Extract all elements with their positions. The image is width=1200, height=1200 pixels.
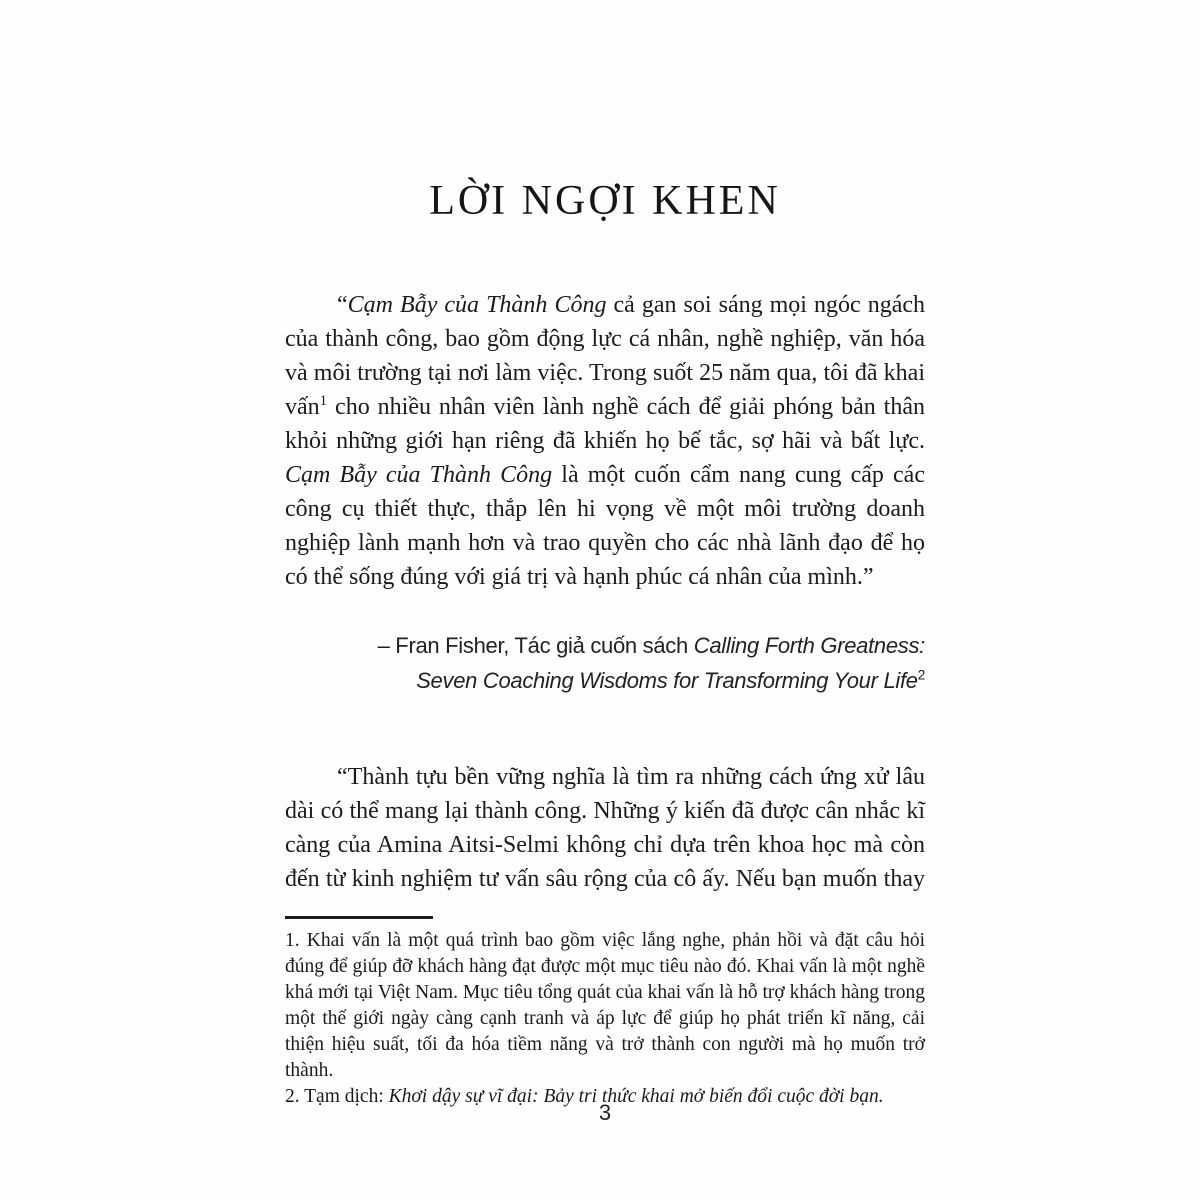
footnote-ref-2: 2 (917, 667, 925, 683)
attribution-book-title-line2: Seven Coaching Wisdoms for Transforming Your Life (416, 668, 918, 693)
testimonial-quote-2 (285, 760, 925, 896)
attribution-fran-fisher (285, 628, 925, 698)
attribution-author: – Fran Fisher, Tác giả cuốn sách (377, 633, 694, 658)
page-number: 3 (598, 1100, 612, 1125)
page-title: LỜI NGỢI KHEN (429, 178, 781, 224)
quote-text-part-3: là một cuốn cẩm nang cung cấp các công cụ thiết thực, thắp lên hi vọng về một môi trường doanh nghiệp lành mạnh hơn và trao quyền cho các nhà lãnh đạo để họ có thể sống đúng với giá trị và hạnh phúc cá nhân của mình.” (285, 462, 925, 590)
footnotes-block (285, 928, 925, 1110)
footnote-ref-1: 1 (319, 393, 328, 409)
attribution-book-title-line1: Calling Forth Greatness: (693, 633, 925, 658)
quote-2-text: “Thành tựu bền vững nghĩa là tìm ra những cách ứng xử lâu dài có thể mang lại thành công. Những ý kiến đã được cân nhắc kĩ càng của Amina Aitsi-Selmi không chỉ dựa trên khoa học mà còn đến từ kinh nghiệm tư vấn sâu rộng của cô ấy. Nếu bạn muốn thay (285, 764, 925, 892)
footnote-2-book-title: Khơi dậy sự vĩ đại: Bảy tri thức khai mở biến đổi cuộc đời bạn. (388, 1086, 884, 1107)
footnote-divider (285, 916, 433, 919)
testimonial-quote-1 (285, 288, 925, 594)
footnote-2-label: 2. Tạm dịch: (285, 1086, 389, 1107)
open-quote: “ (337, 292, 348, 318)
footnote-1 (285, 928, 925, 1084)
book-title-vietnamese-repeat: Cạm Bẫy của Thành Công (285, 462, 553, 488)
book-title-vietnamese: Cạm Bẫy của Thành Công (347, 292, 607, 318)
footnote-1-text: 1. Khai vấn là một quá trình bao gồm việc lắng nghe, phản hồi và đặt câu hỏi đúng để giúp đỡ khách hàng đạt được một mục tiêu nào đó. Khai vấn là một nghề khá mới tại Việt Nam. Mục tiêu tổng quát của khai vấn là hỗ trợ khách hàng trong một thế giới ngày càng cạnh tranh và áp lực để giúp họ phát triển kĩ năng, cải thiện hiệu suất, tối đa hóa tiềm năng và trở thành con người mà họ muốn trở thành. (285, 930, 925, 1081)
quote-text-part-1: cả gan soi sáng mọi ngóc ngách của thành công, bao gồm động lực cá nhân, nghề nghiệp, văn hóa và môi trường tại nơi làm việc. Trong suốt 25 năm qua, tôi đã khai vấn (285, 292, 926, 420)
quote-text-part-2: cho nhiều nhân viên lành nghề cách để giải phóng bản thân khỏi những giới hạn riêng đã khiến họ bế tắc, sợ hãi và bất lực. (285, 394, 925, 454)
